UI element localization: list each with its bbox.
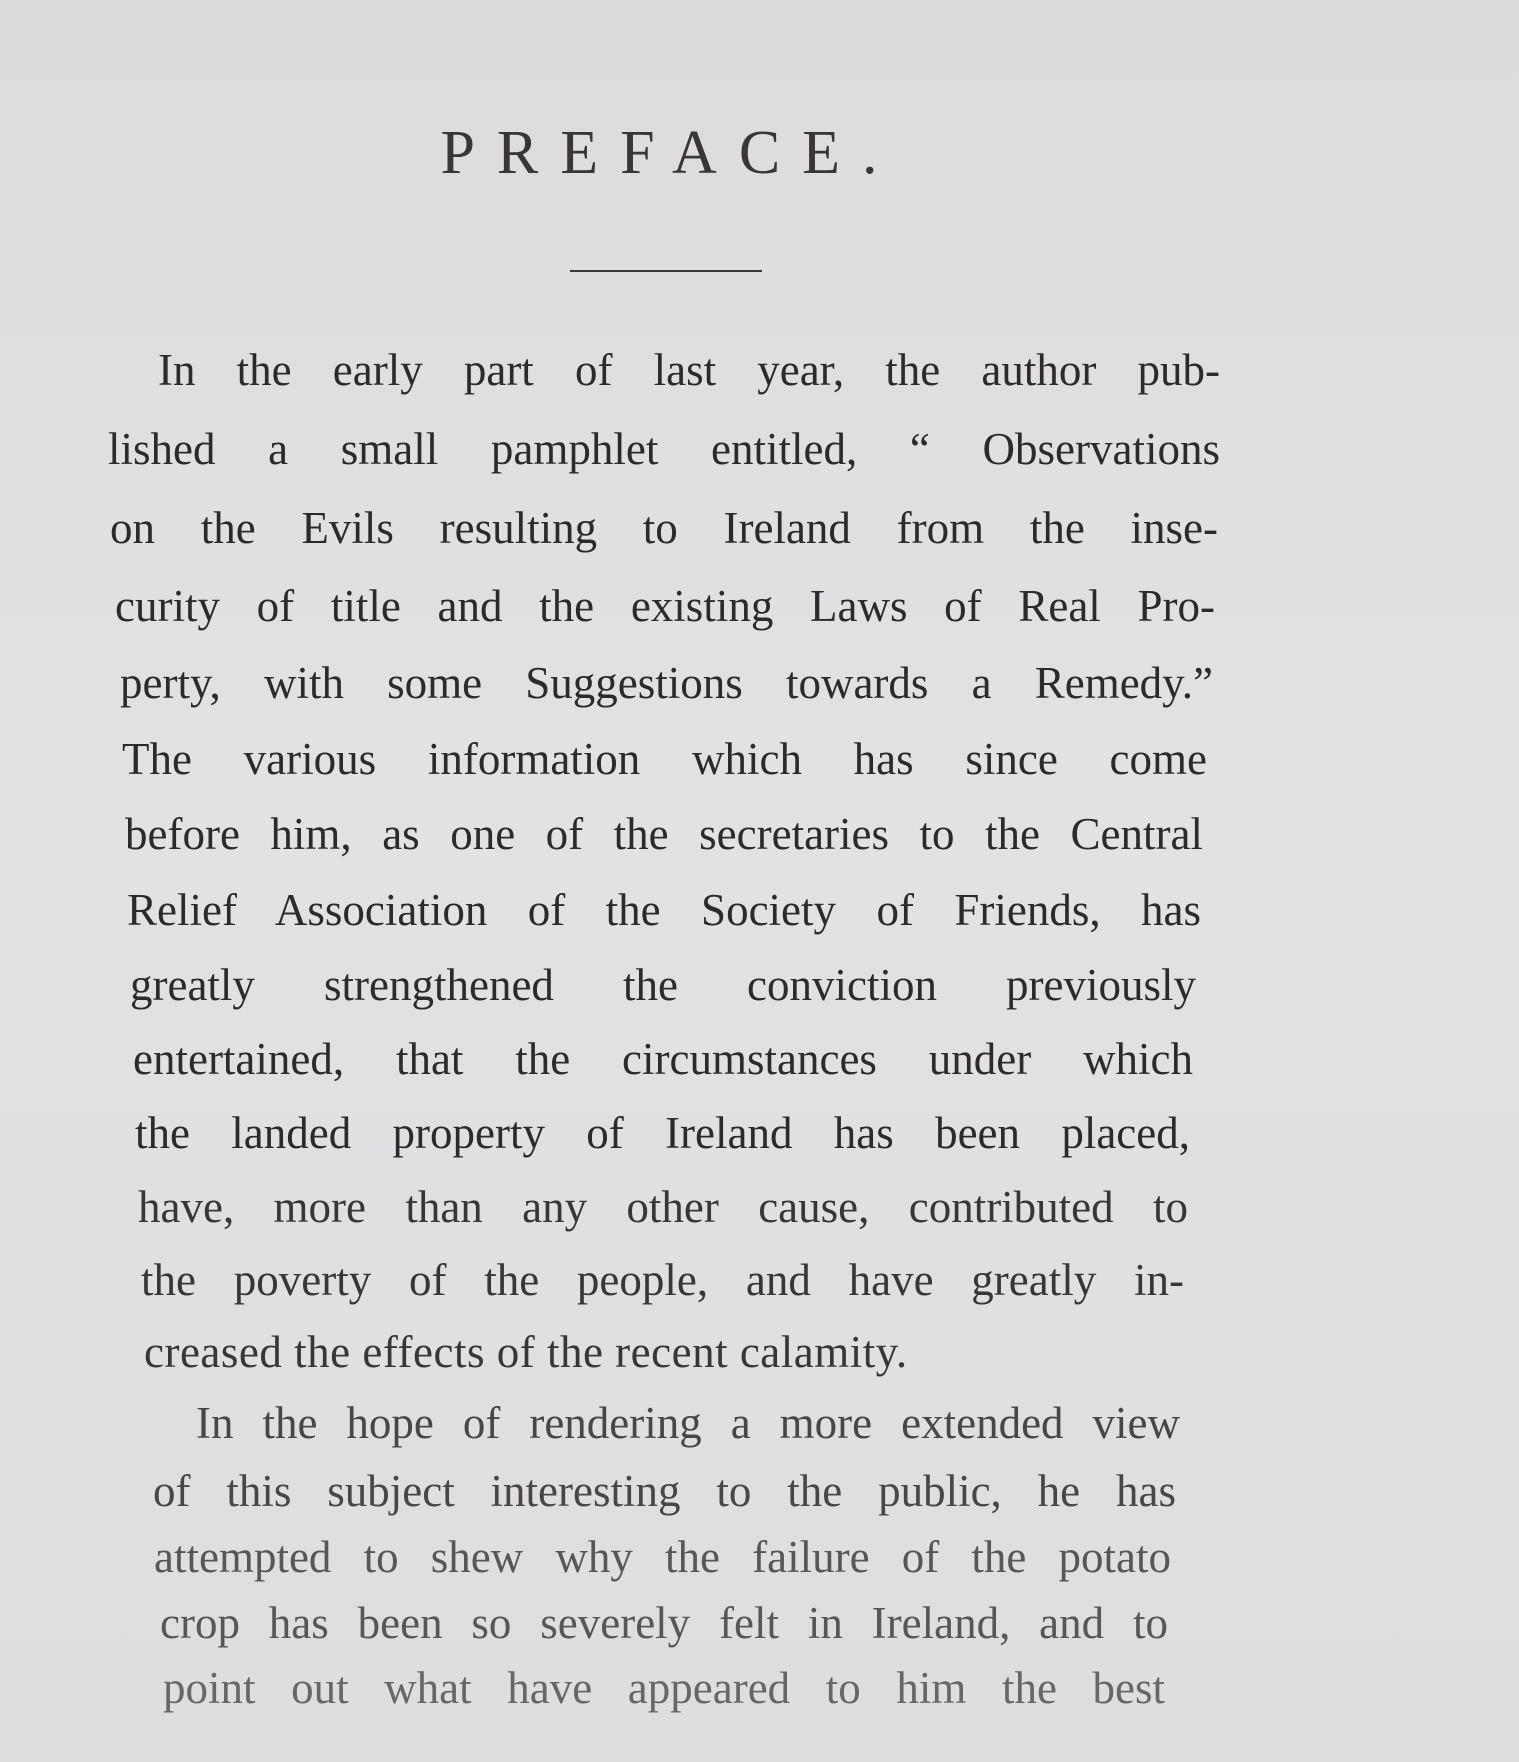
text-line: of this subject interesting to the public, he has bbox=[153, 1466, 1176, 1516]
text-line: the poverty of the people, and have greatly in- bbox=[141, 1255, 1184, 1305]
text-line: Relief Association of the Society of Friends, has bbox=[127, 885, 1201, 935]
text-line: attempted to shew why the failure of the potato bbox=[154, 1532, 1171, 1582]
text-line: curity of title and the existing Laws of Real Pro- bbox=[115, 581, 1215, 631]
text-line: point out what have appeared to him the best bbox=[163, 1663, 1165, 1713]
text-line: entertained, that the circumstances under which bbox=[133, 1034, 1193, 1084]
text-line: perty, with some Suggestions towards a Remedy.” bbox=[120, 658, 1213, 708]
text-line: In the hope of rendering a more extended view bbox=[196, 1398, 1180, 1448]
text-line: before him, as one of the secretaries to the Central bbox=[125, 809, 1203, 859]
text-line: In the early part of last year, the author pub- bbox=[158, 345, 1220, 395]
text-line: on the Evils resulting to Ireland from the inse- bbox=[110, 503, 1218, 553]
text-line: lished a small pamphlet entitled, “ Observations bbox=[108, 424, 1220, 474]
text-line: The various information which has since come bbox=[122, 734, 1207, 784]
page-heading: PREFACE. bbox=[440, 119, 900, 187]
heading-rule bbox=[570, 270, 762, 272]
text-line: creased the effects of the recent calamity. bbox=[144, 1327, 908, 1377]
text-line: have, more than any other cause, contributed to bbox=[138, 1182, 1188, 1232]
text-line: the landed property of Ireland has been placed, bbox=[135, 1108, 1190, 1158]
text-line: crop has been so severely felt in Ireland, and to bbox=[160, 1598, 1168, 1648]
text-line: greatly strengthened the conviction previously bbox=[130, 960, 1196, 1010]
